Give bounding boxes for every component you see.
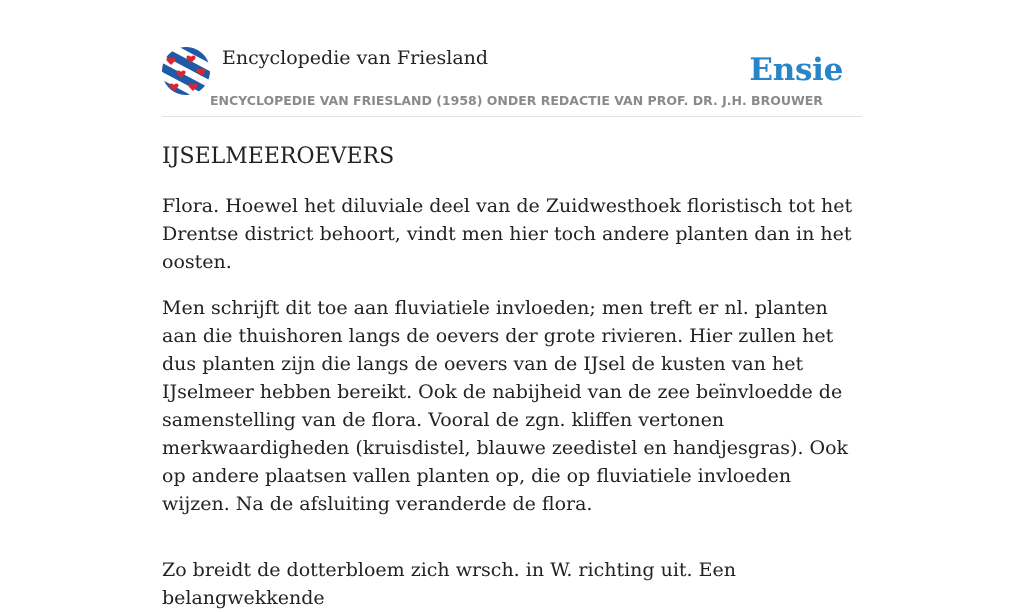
site-name-link[interactable]: Encyclopedie van Friesland <box>222 47 489 69</box>
encyclopedia-subtitle: ENCYCLOPEDIE VAN FRIESLAND (1958) ONDER REDACTIE VAN PROF. DR. J.H. BROUWER <box>210 93 823 108</box>
frisian-flag-icon[interactable] <box>162 47 210 95</box>
article-body <box>162 192 862 612</box>
article-title: IJSELMEEROEVERS <box>162 144 395 169</box>
article-paragraph: Zo breidt de dotterbloem zich wrsch. in W. richting uit. Een belangwekkende <box>162 559 736 609</box>
ensie-brand-link[interactable]: Ensie <box>749 52 843 88</box>
article-paragraph: Flora. Hoewel het diluviale deel van de Zuidwesthoek floristisch tot het Drentse district behoort, vindt men hier toch andere planten dan in het oosten. <box>162 195 853 273</box>
page <box>162 0 862 609</box>
article-paragraph: Men schrijft dit toe aan fluviatiele invloeden; men treft er nl. planten aan die thuishoren langs de oevers der grote rivieren. Hier zullen het dus planten zijn die langs de oevers van de IJsel de kusten van het IJselmeer hebben bereikt. Ook de nabijheid van de zee beïnvloedde de samenstelling van de flora. Vooral de zgn. kliffen vertonen merkwaardigheden (kruisdistel, blauwe zeedistel en handjesgras). Ook op andere plaatsen vallen planten op, die op fluviatiele invloeden wijzen. Na de afsluiting veranderde de flora. <box>162 297 849 515</box>
site-header <box>162 0 862 117</box>
